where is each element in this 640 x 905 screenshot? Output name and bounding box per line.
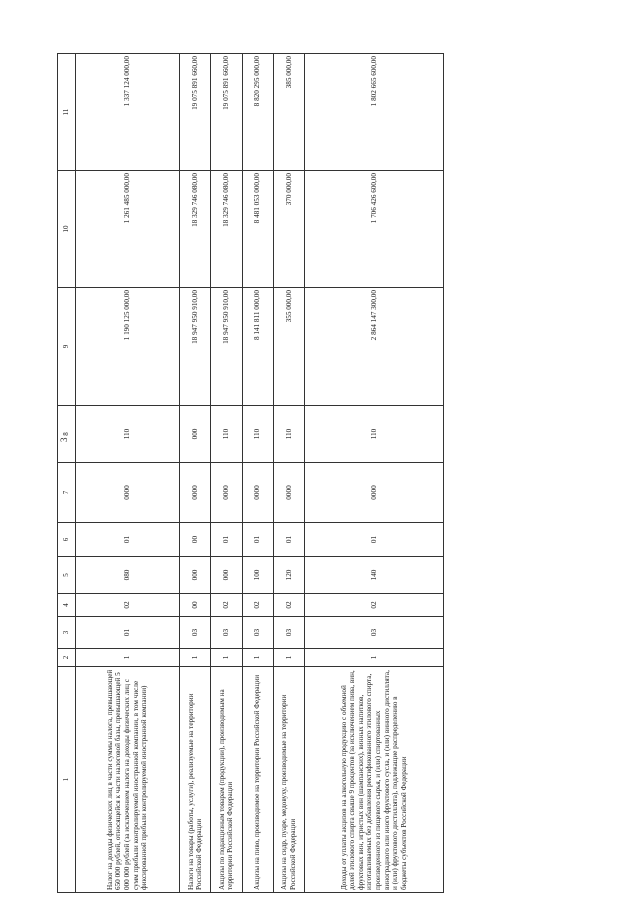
cell: 000 [180,406,211,463]
cell: 03 [211,617,242,649]
cell: 1 [273,649,304,667]
cell: 00 [180,523,211,557]
cell: 120 [273,557,304,594]
amount-cell: 18 947 950 910,00 [180,288,211,406]
cell: 0000 [242,463,273,523]
amount-cell: 8 820 295 000,00 [242,54,273,171]
amount-cell: 2 864 147 300,00 [305,288,444,406]
cell: 0000 [305,463,444,523]
table-header-row [58,54,76,893]
cell: 02 [242,594,273,617]
header-cell: 5 [58,557,76,594]
cell: 000 [211,557,242,594]
cell: 01 [242,523,273,557]
cell: 02 [75,594,179,617]
cell: 03 [180,617,211,649]
header-cell: 11 [58,54,76,171]
cell: 110 [305,406,444,463]
header-cell: 3 [58,617,76,649]
cell: 110 [75,406,179,463]
header-cell: 8 [58,406,76,463]
amount-cell: 1 190 125 000,00 [75,288,179,406]
header-cell: 1 [58,667,76,893]
cell: 03 [242,617,273,649]
amount-cell: 1 261 485 000,00 [75,171,179,288]
cell: 02 [211,594,242,617]
cell: 01 [305,523,444,557]
table-row [211,54,242,893]
amount-cell: 1 337 124 000,00 [75,54,179,171]
table-row [305,54,444,893]
header-cell: 7 [58,463,76,523]
cell: 01 [75,523,179,557]
amount-cell: 355 000,00 [273,288,304,406]
amount-cell: 1 802 665 600,00 [305,54,444,171]
header-cell: 6 [58,523,76,557]
table-row [273,54,304,893]
amount-cell: 18 947 950 910,00 [211,288,242,406]
amount-cell: 8 141 811 000,00 [242,288,273,406]
cell: 1 [180,649,211,667]
row-name-cell: Налоги на товары (работы, услуги), реализуемые на территории Российской Федерации [180,667,211,893]
amount-cell: 385 000,00 [273,54,304,171]
row-name-cell: Акцизы по подакцизным товарам (продукции), производимым на территории Российской Федерации [211,667,242,893]
cell: 110 [242,406,273,463]
cell: 02 [273,594,304,617]
amount-cell: 18 329 746 080,00 [211,171,242,288]
cell: 110 [211,406,242,463]
amount-cell: 19 075 891 660,00 [180,54,211,171]
amount-cell: 8 481 053 000,00 [242,171,273,288]
cell: 1 [75,649,179,667]
header-cell: 9 [58,288,76,406]
cell: 02 [305,594,444,617]
amount-cell: 18 329 746 080,00 [180,171,211,288]
cell: 0000 [273,463,304,523]
cell: 00 [180,594,211,617]
cell: 01 [273,523,304,557]
header-cell: 2 [58,649,76,667]
cell: 1 [305,649,444,667]
cell: 100 [242,557,273,594]
amount-cell: 19 075 891 660,00 [211,54,242,171]
table-row [242,54,273,893]
cell: 0000 [180,463,211,523]
row-name-cell: Доходы от уплаты акцизов на алкогольную продукцию с объемной долей этилового спирта свыше 9 процентов (за исключением пива, вин, фруктовых вин, игристых вин (шампанских), винных напитков, изготавливаемых без добавления ректификованного этилового спирта, произведенного из пищевого сырья, и (или) спиртованных виноградного или иного фруктового сусла, и (или) винного дистиллята, и (или) фруктового дистиллята), подлежащие распределению в бюджеты субъектов Российской Федерации [305,667,444,893]
cell: 1 [211,649,242,667]
cell: 140 [305,557,444,594]
cell: 0000 [211,463,242,523]
cell: 01 [211,523,242,557]
cell: 03 [273,617,304,649]
page-number: 3 [59,437,69,442]
row-name-cell: Акцизы на пиво, производимое на территории Российской Федерации [242,667,273,893]
row-name-cell: Акцизы на сидр, пуаре, медовуху, производимые на территории Российской Федерации [273,667,304,893]
cell: 0000 [75,463,179,523]
amount-cell: 1 706 426 600,00 [305,171,444,288]
row-name-cell: Налог на доходы физических лиц в части суммы налога, превышающей 650 000 рублей, относящейся к части налоговой базы, превышающей 5 000 000 рублей (за исключением налога на доходы физических лиц с сумм прибыли контролируемой иностранной компании, в том числе фиксированной прибыли контролируемой иностранной компании) [75,667,179,893]
cell: 01 [75,617,179,649]
amount-cell: 370 000,00 [273,171,304,288]
table-row [75,54,179,893]
cell: 000 [180,557,211,594]
cell: 03 [305,617,444,649]
cell: 110 [273,406,304,463]
cell: 1 [242,649,273,667]
header-cell: 10 [58,171,76,288]
budget-revenue-table [57,53,444,893]
cell: 080 [75,557,179,594]
table-row [180,54,211,893]
header-cell: 4 [58,594,76,617]
